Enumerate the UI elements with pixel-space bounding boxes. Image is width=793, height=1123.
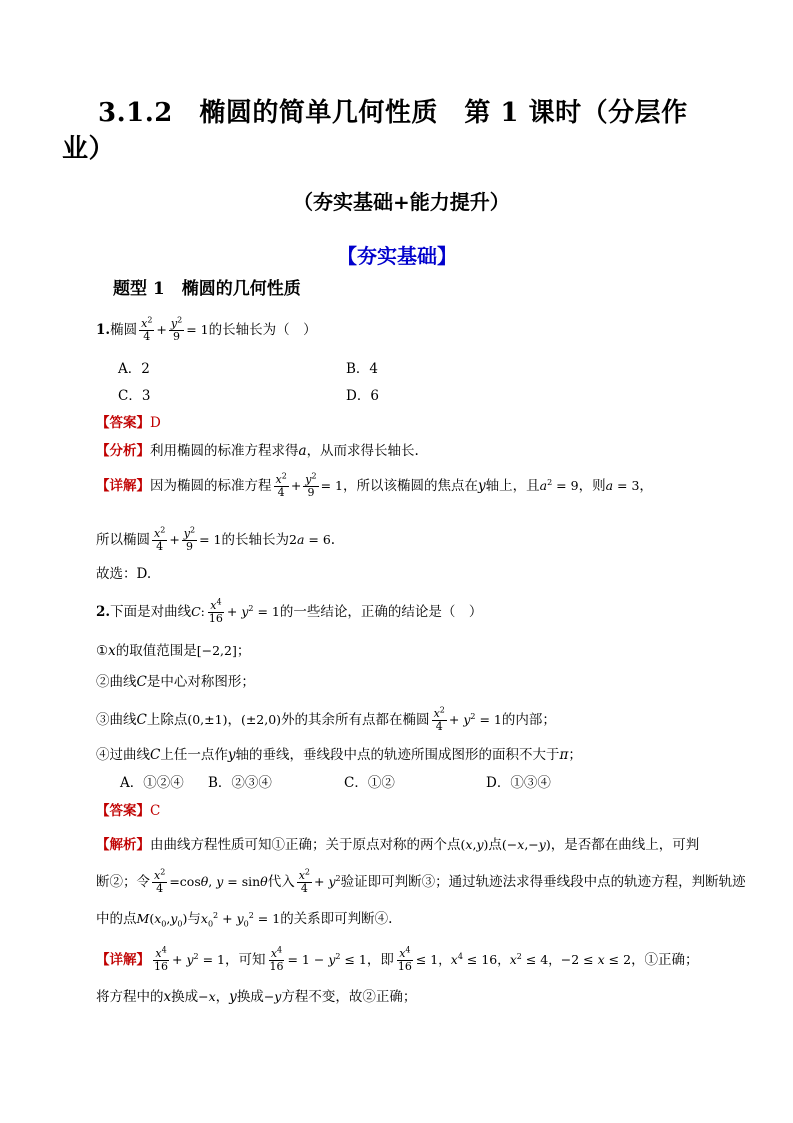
- q2-answer: 【答案】C: [96, 803, 161, 819]
- subtitle: （夯实基础+能力提升）: [293, 190, 510, 214]
- q2-detail-line2: 将方程中的x换成−x，y换成−y方程不变，故②正确；: [96, 989, 417, 1005]
- q2-statement-1: ①x的取值范围是[−2,2]；: [96, 643, 251, 659]
- q2-option-a: A．①②④: [120, 775, 184, 791]
- frac: $\frac{x^4}{16}$: [208, 597, 223, 625]
- frac: $\frac{x^4}{16}$: [397, 945, 412, 973]
- frac: $\frac{x^2}{4}$: [141, 315, 153, 343]
- q1-option-b: B．4: [346, 361, 379, 377]
- frac: $\frac{y^2}{9}$: [170, 315, 183, 343]
- q1-option-a: A．2: [118, 361, 150, 377]
- q2-option-d: D．①③④: [486, 775, 551, 791]
- q1-detail: 【详解】因为椭圆的标准方程 $\frac{x^2}{4}$ + $\frac{y^2}{9}$ = 1，所以该椭圆的焦点在y轴上，且$a^2 = 9$，则a = 3，: [96, 471, 653, 499]
- frac: $\frac{x^2}{4}$: [154, 867, 166, 895]
- q1-detail-line2: 所以椭圆 $\frac{x^2}{4}$ + $\frac{y^2}{9}$ = 1的长轴长为2a = 6.: [96, 525, 336, 553]
- section-heading: 【夯实基础】: [337, 244, 457, 268]
- q2-parse-line2: 断②；令 $\frac{x^2}{4}$ =cosθ, y = sinθ代入 $\frac{x^2}{4}$ + $y^2$验证即可判断③；通过轨迹法求得垂线段中点的轨迹方程，判断轨迹: [96, 867, 746, 895]
- title-line-1: 3.1.2 椭圆的简单几何性质 第 1 课时（分层作: [98, 98, 688, 128]
- frac: $\frac{x^2}{4}$: [275, 471, 287, 499]
- q2-statement-3: ③曲线C上除点(0,±1)，(±2,0)外的其余所有点都在椭圆 $\frac{x^2}{4}$ + $y^2 = 1$的内部；: [96, 705, 556, 733]
- q2-stem: 2.下面是对曲线C: $\frac{x^4}{16}$ + $y^2 = 1$的一些结论，正确的结论是（ ）: [96, 597, 483, 625]
- q2-detail-line1: 【详解】 $\frac{x^4}{16}$ + $y^2 = 1$，可知 $\frac{x^4}{16}$ = $1 - y^2 \le 1$，即 $\frac{x^4}{16}$ ≤ 1，$x^4 \le 16$，$x^2 \le 4$，−2 ≤ x ≤ 2，①正确；: [96, 945, 699, 973]
- frac: $\frac{y^2}{9}$: [183, 525, 196, 553]
- q1-option-c: C．3: [118, 388, 151, 404]
- q2-statement-4: ④过曲线C上任一点作y轴的垂线，垂线段中点的轨迹所围成图形的面积不大于π；: [96, 747, 582, 763]
- q1-answer: 【答案】D: [96, 415, 161, 431]
- q1-stem: 1.椭圆 $\frac{x^2}{4}$ + $\frac{y^2}{9}$ = 1的长轴长为（ ）: [96, 315, 317, 343]
- q1-option-d: D．6: [346, 388, 379, 404]
- q2-parse-line3: 中的点$M(x_0,y_0)$与$x_0^2 + y_0^2 = 1$的关系即可判断④.: [96, 910, 393, 929]
- q1-analysis: 【分析】利用椭圆的标准方程求得a，从而求得长轴长.: [96, 443, 419, 459]
- frac: $\frac{x^4}{16}$: [154, 945, 168, 973]
- frac: $\frac{x^4}{16}$: [269, 945, 284, 973]
- frac: $\frac{y^2}{9}$: [305, 471, 317, 499]
- frac: $\frac{x^2}{4}$: [298, 867, 311, 895]
- topic-heading: 题型 1 椭圆的几何性质: [113, 279, 301, 299]
- frac: $\frac{x^2}{4}$: [154, 525, 166, 553]
- q1-final: 故选：D.: [96, 566, 152, 582]
- q2-statement-2: ②曲线C是中心对称图形；: [96, 674, 255, 690]
- q2-option-c: C．①②: [344, 775, 395, 791]
- q2-parse-line1: 【解析】由曲线方程性质可知①正确；关于原点对称的两个点(x,y)点(−x,−y)，是否都在曲线上，可判: [96, 837, 700, 853]
- q2-option-b: B．②③④: [208, 775, 272, 791]
- title-line-2: 业）: [62, 134, 116, 164]
- frac: $\frac{x^2}{4}$: [433, 705, 445, 733]
